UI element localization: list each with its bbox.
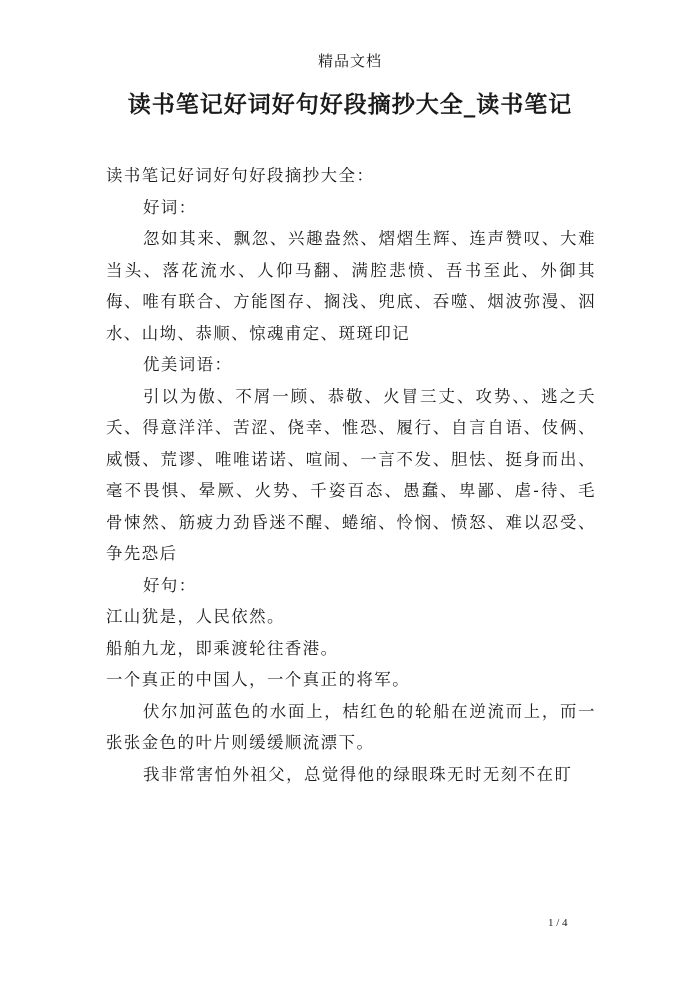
section-heading-beautiful-words: 优美词语： bbox=[143, 355, 233, 374]
section-heading-good-words: 好词： bbox=[143, 197, 197, 217]
sentence-paragraph: 江山犹是，人民依然。 bbox=[106, 607, 285, 626]
beautiful-words-paragraph: 引以为傲、不屑一顾、恭敬、火冒三丈、攻势、、逃之夭夭、得意洋洋、苦涩、侥幸、惟恐、履行、自言自语、伎俩、威慑、荒谬、唯唯诺诺、喧闹、一言不发、胆怯、挺身而出、毫不畏惧、晕厥、火势、千姿百态、愚蠢、卑鄙、虐-待、毛骨悚然、筋疲力劲昏迷不醒、蜷缩、怜悯、愤怒、难以忍受、争先恐后 bbox=[106, 386, 596, 563]
page-number: 1 / 4 bbox=[548, 917, 568, 929]
document-header-label: 精品文档 bbox=[317, 52, 382, 70]
sentence-paragraph: 船舶九龙，即乘渡轮往香港。 bbox=[106, 638, 339, 658]
good-words-paragraph: 忽如其来、飘忽、兴趣盎然、熠熠生辉、连声赞叹、大难当头、落花流水、人仰马翻、满腔悲愤、吾书至此、外御其侮、唯有联合、方能图存、搁浅、兜底、吞噬、烟波弥漫、泅水、山坳、恭顺、惊魂甫定、斑斑印记 bbox=[106, 229, 596, 343]
document-title: 读书笔记好词好句好段摘抄大全_读书笔记 bbox=[127, 91, 573, 118]
sentence-paragraph: 一个真正的中国人，一个真正的将军。 bbox=[106, 670, 411, 689]
document-body bbox=[106, 160, 596, 790]
sentence-paragraph: 伏尔加河蓝色的水面上，桔红色的轮船在逆流而上，而一张张金色的叶片则缓缓顺流漂下。 bbox=[106, 701, 596, 752]
sentence-paragraph: 我非常害怕外祖父，总觉得他的绿眼珠无时无刻不在盯 bbox=[143, 764, 573, 784]
section-heading-good-sentences: 好句： bbox=[143, 575, 197, 595]
intro-paragraph: 读书笔记好词好句好段摘抄大全： bbox=[106, 166, 375, 185]
